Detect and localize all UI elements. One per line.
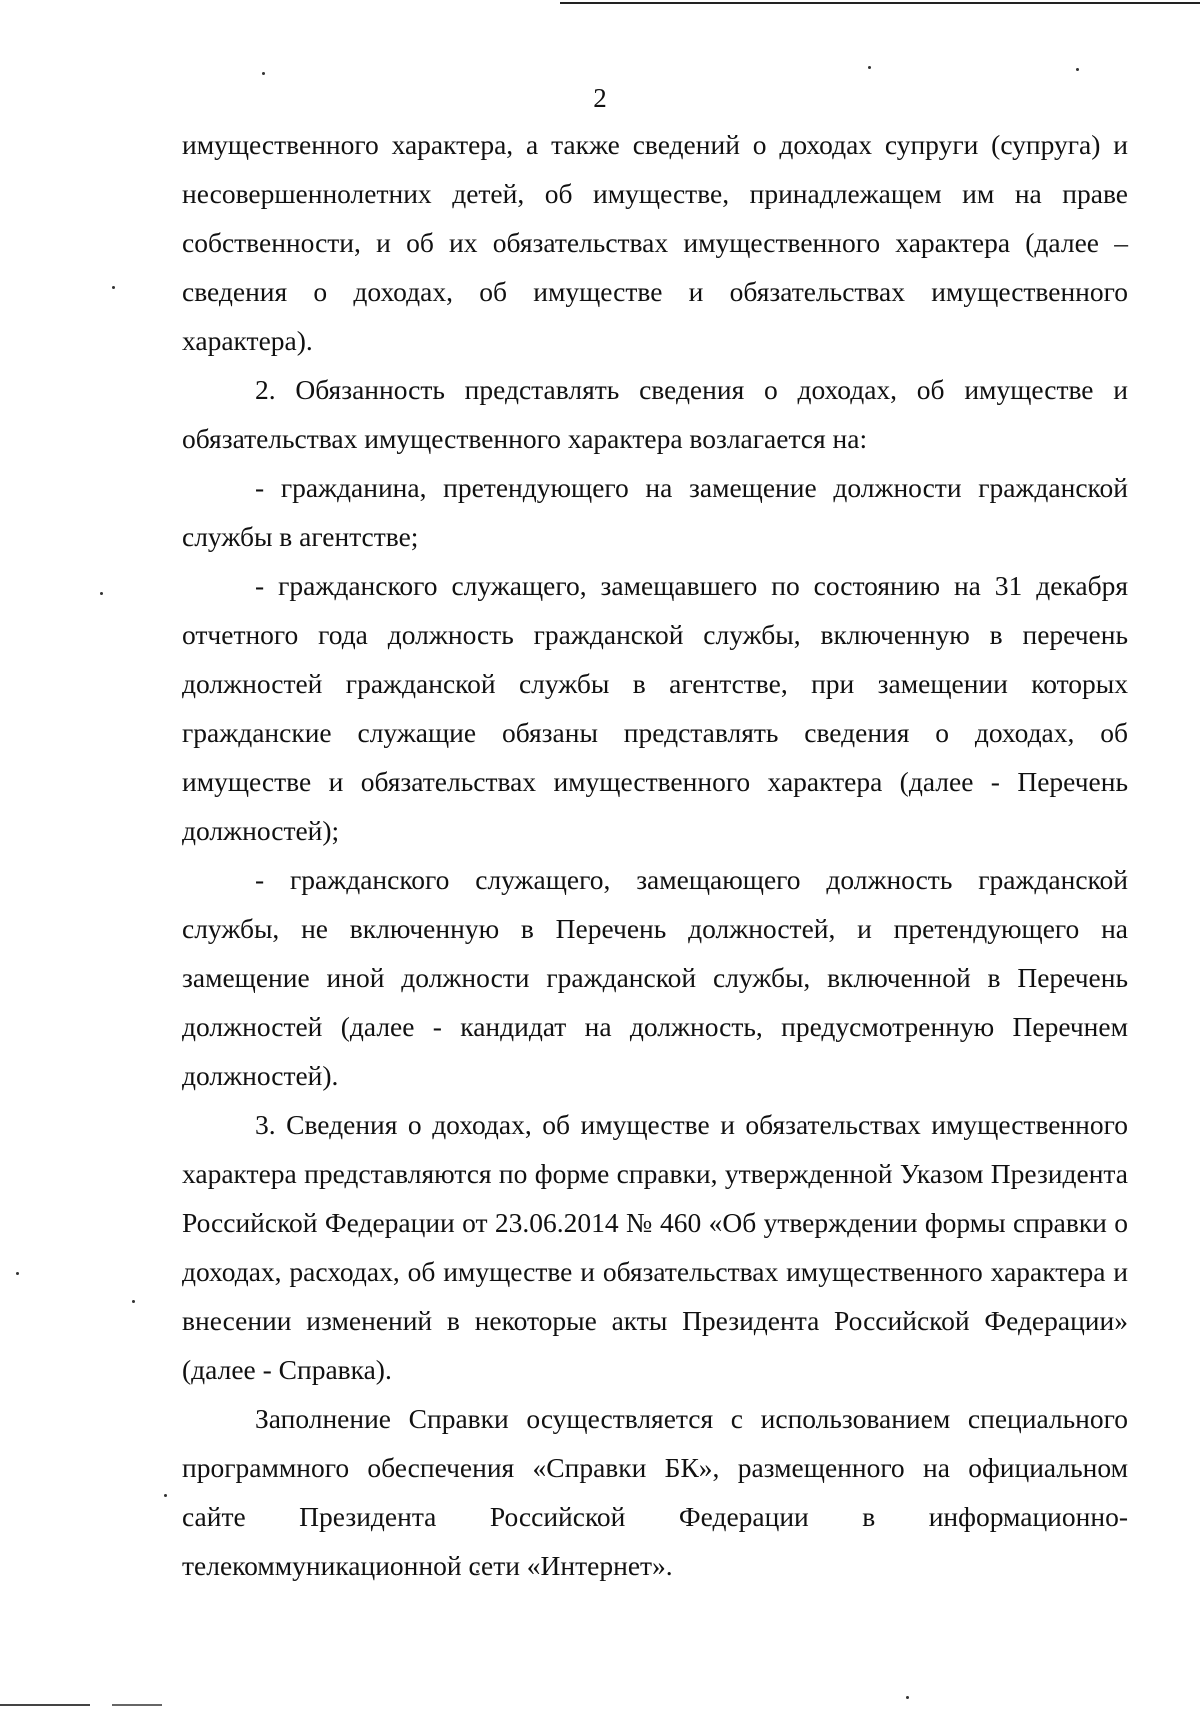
document-body	[182, 120, 1128, 1590]
scan-speck	[112, 286, 115, 289]
list-item-civil-servant-candidate: - гражданского служащего, замещающего должность гражданской службы, не включенную в Перечень должностей, и претендующего на замещение иной должности гражданской службы, включенной в Перечень должностей (далее - кандидат на должность, предусмотренную Перечнем должностей).	[182, 864, 1128, 1091]
scan-speck	[100, 592, 103, 595]
list-item-civil-servant-listed: - гражданского служащего, замещавшего по состоянию на 31 декабря отчетного года должность гражданской службы, включенную в перечень должностей гражданской службы в агентстве, при замещении которых гражданские служащие обязаны представлять сведения о доходах, об имуществе и обязательствах имущественного характера (далее - Перечень должностей);	[182, 570, 1128, 846]
paragraph-3-form: 3. Сведения о доходах, об имуществе и обязательствах имущественного характера представляются по форме справки, утвержденной Указом Президента Российской Федерации от 23.06.2014 № 460 «Об утверждении формы справки о доходах, расходах, об имуществе и обязательствах имущественного характера и внесении изменений в некоторые акты Президента Российской Федерации» (далее - Справка).	[182, 1109, 1128, 1385]
scan-speck	[164, 1494, 167, 1497]
scan-speck	[1076, 68, 1079, 71]
scan-speck	[262, 72, 265, 75]
paragraph-2-obligation: 2. Обязанность представлять сведения о доходах, об имуществе и обязательствах имущественного характера возлагается на:	[182, 374, 1128, 454]
paragraph-filling-software: Заполнение Справки осуществляется с использованием специального программного обеспечения «Справки БК», размещенного на официальном сайте Президента Российской Федерации в информационно-телекоммуникационной сети «Интернет».	[182, 1403, 1128, 1581]
list-item-citizen: - гражданина, претендующего на замещение должности гражданской службы в агентстве;	[182, 472, 1128, 552]
bottom-edge-line	[0, 1704, 90, 1706]
paragraph-continuation: имущественного характера, а также сведений о доходах супруги (супруга) и несовершеннолетних детей, об имуществе, принадлежащем им на праве собственности, и об их обязательствах имущественного характера (далее – сведения о доходах, об имуществе и обязательствах имущественного характера).	[182, 129, 1128, 356]
scan-speck	[16, 1272, 19, 1275]
bottom-edge-line	[112, 1704, 162, 1706]
scan-speck	[906, 1696, 909, 1699]
page-number: 2	[593, 83, 607, 113]
top-edge-line	[560, 2, 1200, 4]
scan-speck	[868, 66, 871, 69]
scan-speck	[132, 1300, 135, 1303]
